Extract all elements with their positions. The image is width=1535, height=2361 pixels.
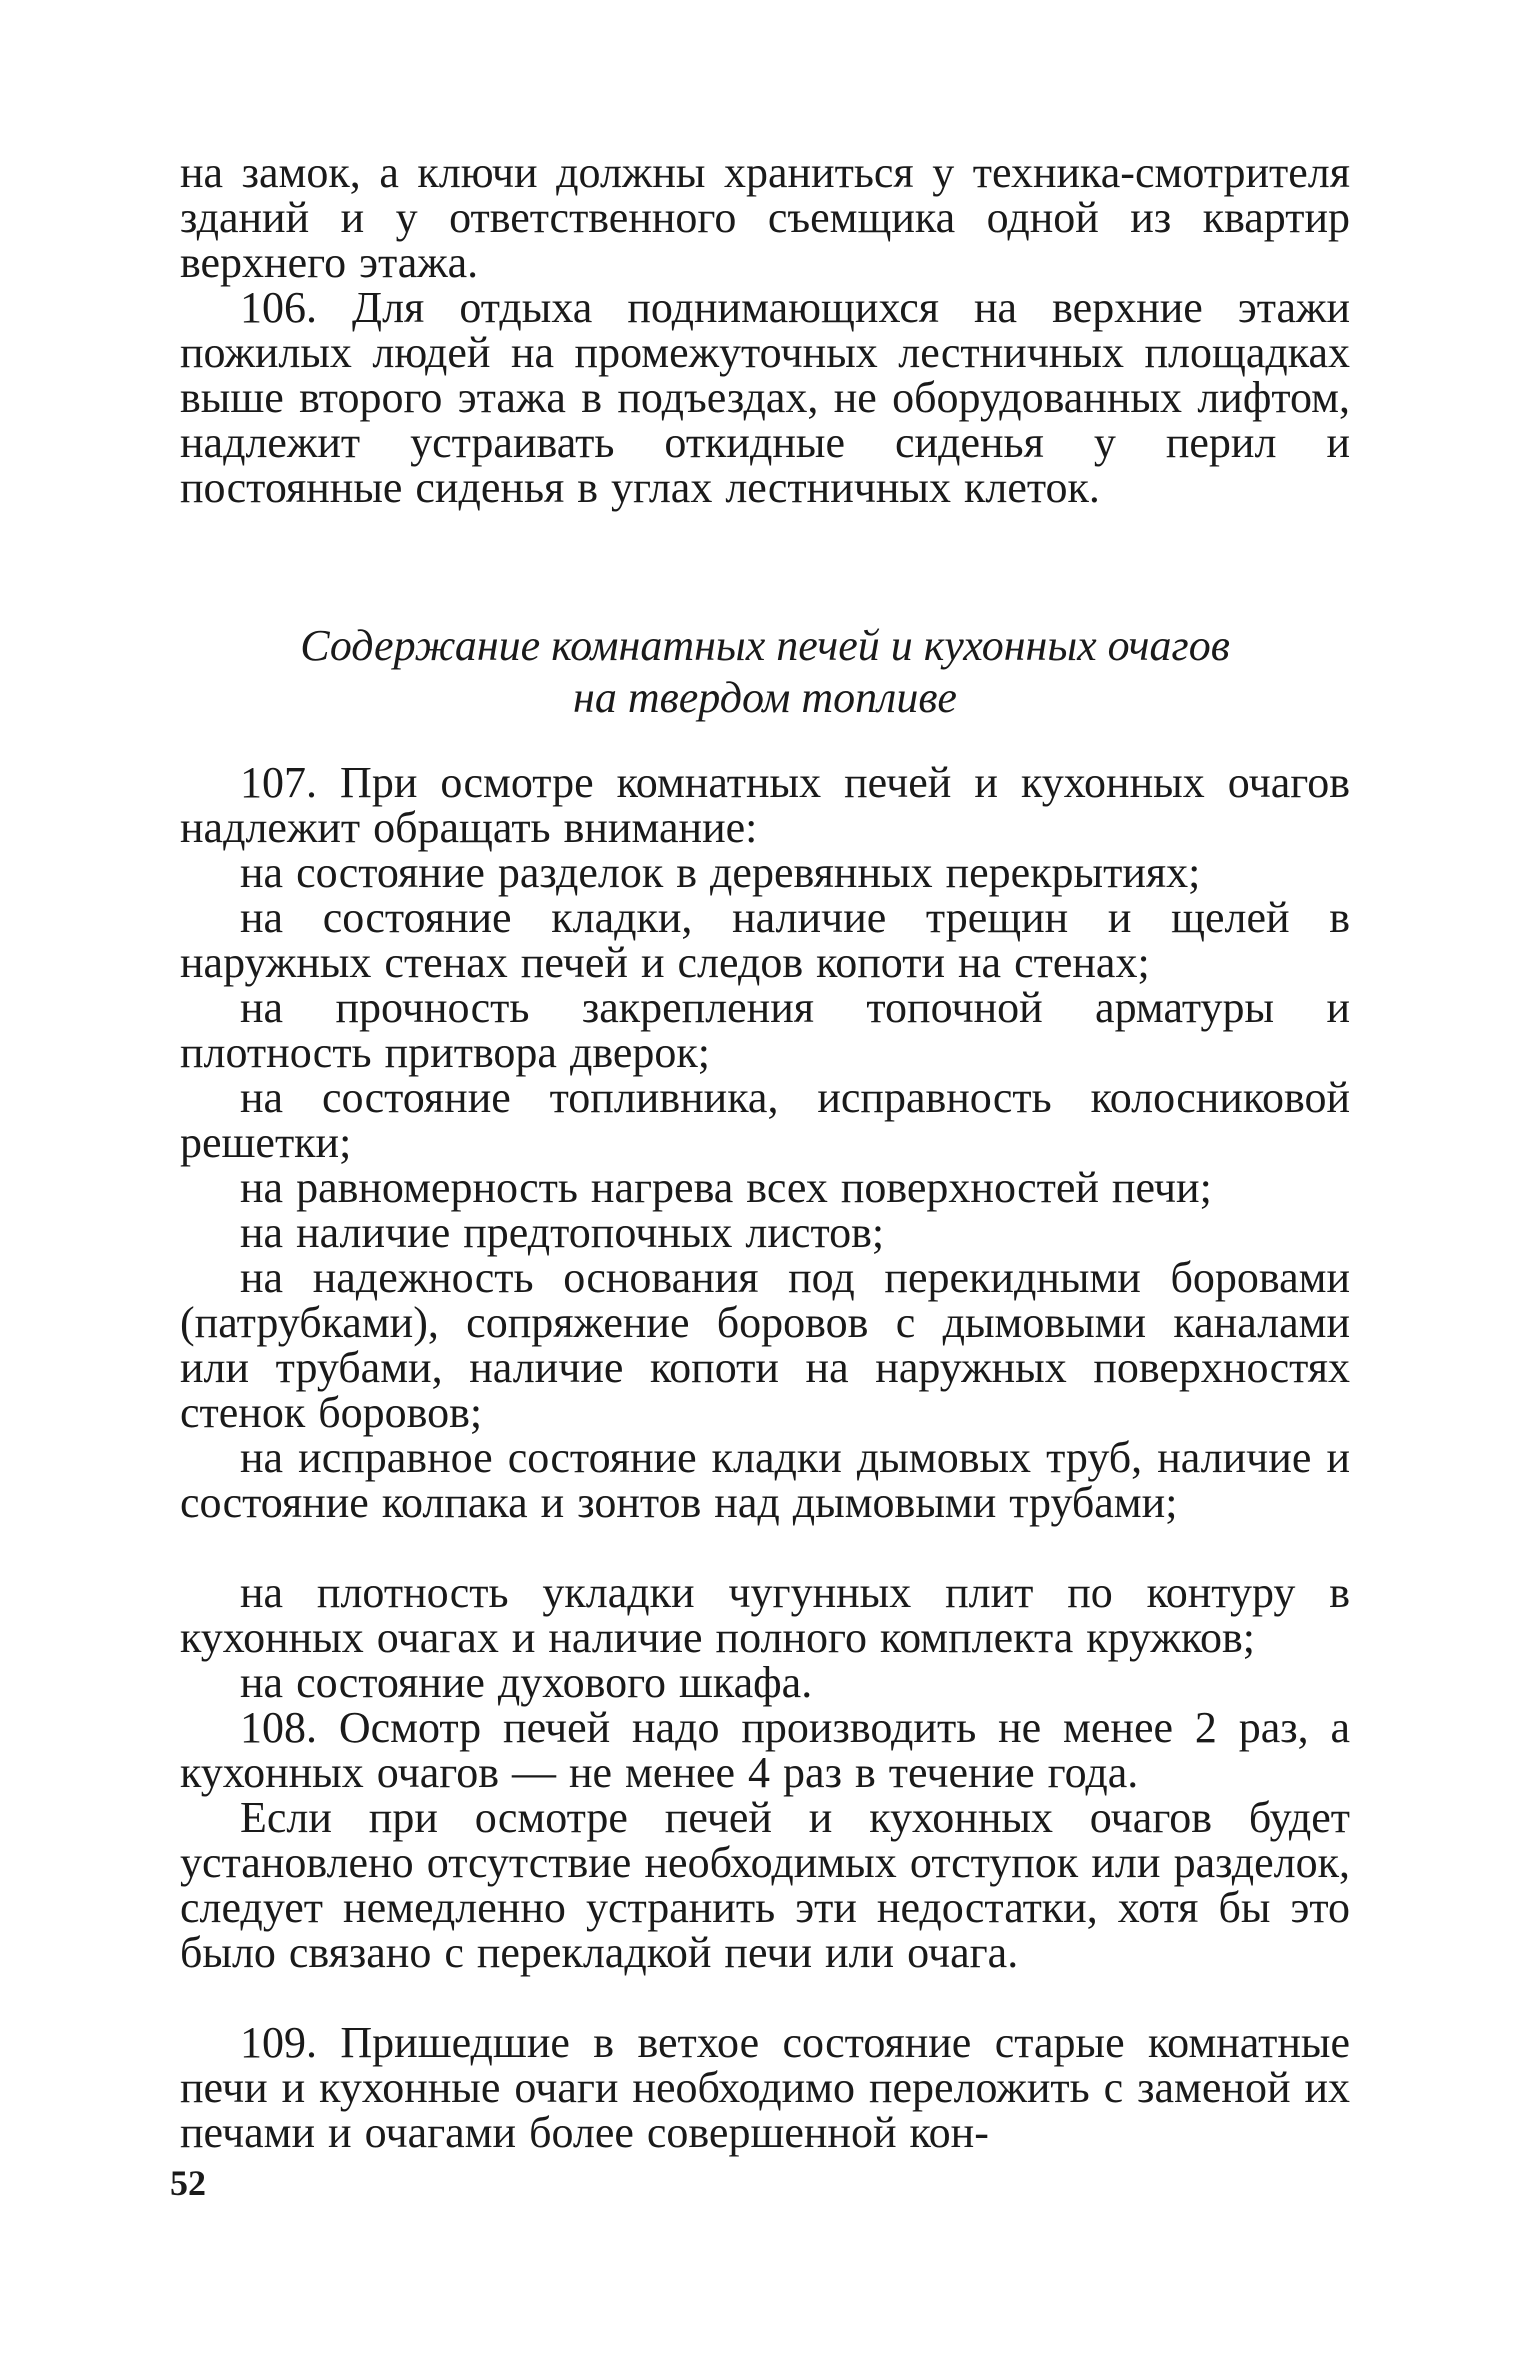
- list-item: на прочность закрепления топочной арматуры и плотность притвора дверок;: [180, 983, 1350, 1077]
- list-item: на состояние разделок в деревянных перекрытиях;: [240, 848, 1201, 897]
- section-heading-line-1: Содержание комнатных печей и кухонных очагов: [300, 621, 1230, 670]
- paragraph-109: 109. Пришедшие в ветхое состояние старые комнатные печи и кухонные очаги необходимо переложить с заменой их печами и очагами более совершенной кон-: [180, 2018, 1350, 2157]
- list-item: на плотность укладки чугунных плит по контуру в кухонных очагах и наличие полного комплекта кружков;: [180, 1568, 1350, 1662]
- paragraph-108-continued: Если при осмотре печей и кухонных очагов будет установлено отсутствие необходимых отступок или разделок, следует немедленно устранить эти недостатки, хотя бы это было связано с перекладкой печи или очага.: [180, 1793, 1350, 1977]
- paragraph-106: 106. Для отдыха поднимающихся на верхние этажи пожилых людей на промежуточных лестничных площадках выше второго этажа в подъездах, не оборудованных лифтом, надлежит устраивать откидные сиденья у перил и постоянные сиденья в углах лестничных клеток.: [180, 283, 1350, 512]
- paragraph-108: 108. Осмотр печей надо производить не менее 2 раз, а кухонных очагов — не менее 4 раз в течение года.: [180, 1703, 1350, 1797]
- list-item: на состояние кладки, наличие трещин и щелей в наружных стенах печей и следов копоти на стенах;: [180, 893, 1350, 987]
- list-item: на состояние духового шкафа.: [240, 1658, 813, 1707]
- page-number: 52: [170, 2163, 206, 2203]
- list-item: на состояние топливника, исправность колосниковой решетки;: [180, 1073, 1350, 1167]
- paragraph-107: 107. При осмотре комнатных печей и кухонных очагов надлежит обращать внимание:: [180, 758, 1350, 852]
- list-item: на равномерность нагрева всех поверхностей печи;: [240, 1163, 1212, 1212]
- list-item: на наличие предтопочных листов;: [240, 1208, 885, 1257]
- section-heading-line-2: на твердом топливе: [573, 673, 957, 722]
- list-item: на надежность основания под перекидными боровами (патрубками), сопряжение боровов с дымовыми каналами или трубами, наличие копоти на наружных поверхностях стенок боровов;: [180, 1253, 1350, 1437]
- list-item: на исправное состояние кладки дымовых труб, наличие и состояние колпака и зонтов над дымовыми трубами;: [180, 1433, 1350, 1527]
- section-heading: [180, 620, 1350, 724]
- paragraph-106-ending: на замок, а ключи должны храниться у техника-смотрителя зданий и у ответственного съемщика одной из квартир верхнего этажа.: [180, 148, 1350, 287]
